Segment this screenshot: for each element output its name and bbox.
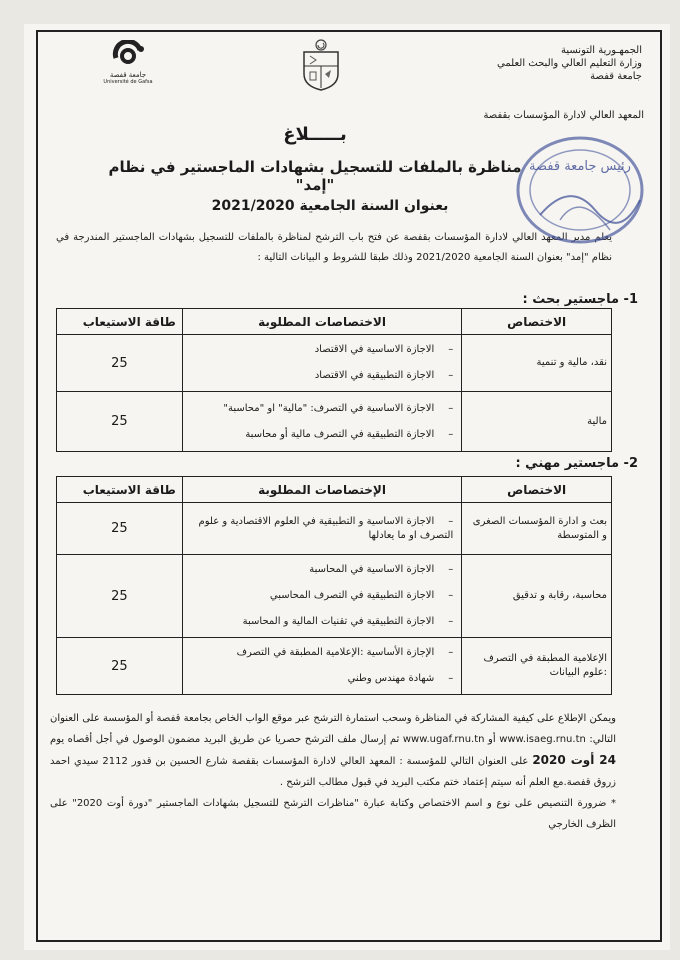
specialty-cell: مالية <box>462 392 612 452</box>
research-master-table <box>56 308 612 452</box>
capacity-cell: 25 <box>57 503 183 555</box>
capacity-cell: 25 <box>57 335 183 392</box>
official-stamp-icon <box>500 120 660 280</box>
institute-name: المعهد العالي لادارة المؤسسات بقفصة <box>483 110 644 121</box>
table-row <box>57 555 612 638</box>
table-row <box>57 638 612 695</box>
professional-master-table <box>56 476 612 695</box>
specialty-cell: بعث و ادارة المؤسسات الصغرى و المتوسطة <box>462 503 612 555</box>
header-line-republic: الجمهـورية التونسية <box>560 45 642 56</box>
footer-text <box>50 708 616 835</box>
specialty-cell: الإعلامية المطبقة في التصرف :علوم البيانات <box>462 638 612 695</box>
professional-master-heading: 2- ماجستير مهني : <box>515 456 638 471</box>
specialty-header: الاختصاص <box>462 477 612 503</box>
specialty-cell: نقد، مالية و تنمية <box>462 335 612 392</box>
required-item: – الإجازة الأساسية :الإعلامية المطبقة في التصرف <box>191 640 453 666</box>
university-logo <box>96 40 160 94</box>
table-row <box>57 503 612 555</box>
ministry-header <box>452 44 642 83</box>
required-item: – الاجازة الاساسية في التصرف: "مالية" او "محاسبة" <box>191 396 453 422</box>
footer-note: * ضرورة التنصيص على نوع و اسم الاختصاص وكتابة عبارة "مناظرات الترشح للتسجيل بشهادات الماجستير "دورة أوت 2020" على الظرف الخارجي <box>50 798 617 830</box>
required-cell <box>182 392 461 452</box>
required-item: – الاجازة الاساسية في الاقتصاد <box>191 337 453 363</box>
specialty-cell: محاسبة، رقابة و تدقيق <box>462 555 612 638</box>
tunisia-coat-of-arms-icon <box>298 38 344 92</box>
deadline-date: 24 أوت 2020 <box>532 753 616 767</box>
required-header: الاختصاصات المطلوبة <box>182 309 461 335</box>
competition-title: مناظرة بالملفات للتسجيل بشهادات الماجستير في نظام "إمد" <box>108 158 522 194</box>
required-cell <box>182 638 461 695</box>
university-logo-caption: جامعة قفصة <box>109 71 147 79</box>
table-row <box>57 392 612 452</box>
required-item: – الاجازة التطبيقية في التصرف المحاسبي <box>191 583 453 609</box>
notice-title: بـــــلاغ <box>283 124 347 145</box>
table-row <box>57 335 612 392</box>
specialty-header: الاختصاص <box>462 309 612 335</box>
required-cell <box>182 335 461 392</box>
footer-paragraph-1: ويمكن الإطلاع على كيفية المشاركة في المناظرة وسحب استمارة الترشح عبر موقع الواب الخاص بجامعة قفصة أو المؤسسة على العنوان التالي: www.isaeg.rnu.tn أو www.ugaf.rnu.tn ثم إرسال ملف الترشح حصريا عن طريق البريد مضمون الوصول في أجل أقصاه يوم <box>50 713 617 745</box>
capacity-cell: 25 <box>57 555 183 638</box>
table-header-row <box>57 309 612 335</box>
required-cell <box>182 555 461 638</box>
required-item: – الاجازة التطبيقية في الاقتصاد <box>191 363 453 389</box>
required-item: – شهادة مهندس وطني <box>191 666 453 692</box>
capacity-header: طاقة الاستيعاب <box>57 309 183 335</box>
required-cell <box>182 503 461 555</box>
signature <box>540 196 640 223</box>
capacity-header: طاقة الاستيعاب <box>57 477 183 503</box>
table-header-row <box>57 477 612 503</box>
required-item: – الاجازة التطبيقية في تقنيات المالية و المحاسبة <box>191 609 453 635</box>
capacity-cell: 25 <box>57 638 183 695</box>
required-header: الإختصاصات المطلوبة <box>182 477 461 503</box>
university-logo-subcaption: Université de Gafsa <box>103 79 153 85</box>
university-logo-icon <box>108 40 148 70</box>
research-master-heading: 1- ماجستير بحث : <box>522 292 638 307</box>
intro-paragraph: يعلم مدير المعهد العالي لادارة المؤسسات بقفصة عن فتح باب الترشح لمناظرة بالملفات للتسجيل بشهادات الماجستير المندرجة في نظام "إمد" بعنوان السنة الجامعية 2021/2020 وذلك طبقا للشروط و البيانات التالية : <box>56 232 612 263</box>
capacity-cell: 25 <box>57 392 183 452</box>
academic-year-title: بعنوان السنة الجامعية 2021/2020 <box>211 198 449 214</box>
required-item: – الاجازة التطبيقية في التصرف مالية أو محاسبة <box>191 422 453 448</box>
stamp-text: رئيس جامعة قفصة <box>529 159 631 174</box>
footer-paragraph-2: على العنوان التالي للمؤسسة : المعهد العالي لادارة المؤسسات بقفصة شارع الحسين بن قدور 2112 سيدي احمد زروق قفصة.مع العلم أنه سيتم إعتماد ختم مكتب البريد في قبول مطالب الترشح . <box>50 756 616 788</box>
required-item: – الاجازة الاساسية في المحاسبة <box>191 557 453 583</box>
header-line-ministry: وزارة التعليم العالي والبحث العلمي <box>497 58 642 69</box>
required-item: – الاجازة الاساسية و التطبيقية في العلوم الاقتصادية و علوم التصرف او ما يعادلها <box>191 509 453 549</box>
header-line-university: جامعة قفصة <box>590 71 642 82</box>
